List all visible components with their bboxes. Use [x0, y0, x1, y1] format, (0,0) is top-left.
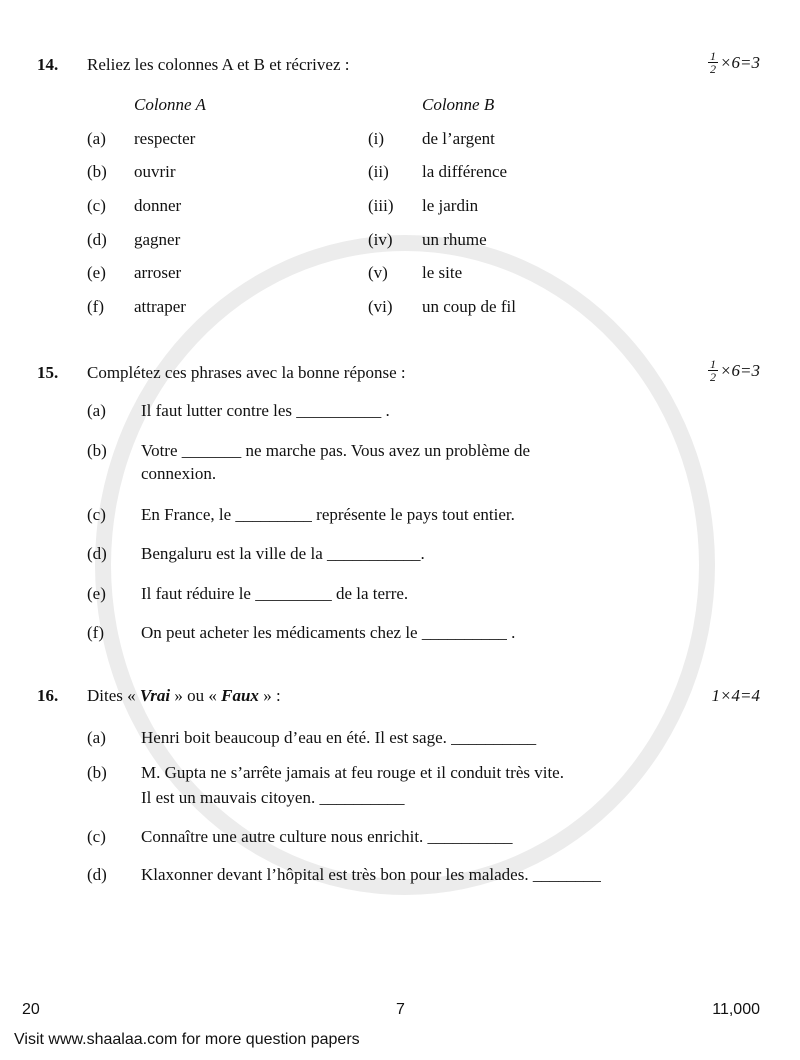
q15-item-text: On peut acheter les médicaments chez le __________ . [141, 623, 516, 642]
q15-item-text: En France, le _________ représente le pays tout entier. [141, 505, 515, 524]
column-b-label: (i) [368, 129, 385, 148]
q16-text: Dites « Vrai » ou « Faux » : [87, 686, 281, 705]
column-b-label: (iii) [368, 196, 394, 215]
column-a-label: (a) [87, 129, 106, 148]
q14-number: 14. [37, 55, 59, 74]
column-b-item: la différence [422, 162, 508, 181]
column-b-label: (vi) [368, 297, 393, 316]
column-b-item: le site [422, 263, 463, 282]
column-a-item: respecter [134, 129, 196, 148]
q16-item-label: (d) [87, 865, 107, 884]
q16-item-label: (c) [87, 827, 106, 846]
q15-item-label: (f) [87, 623, 104, 642]
q15-item-text: Il faut réduire le _________ de la terre. [141, 584, 409, 603]
q15-text: Complétez ces phrases avec la bonne réponse : [87, 363, 406, 382]
column-a-item: attraper [134, 297, 186, 316]
column-b-item: de l’argent [422, 129, 495, 148]
q15-item-text: Il faut lutter contre les __________ . [141, 401, 390, 420]
column-a-label: (f) [87, 297, 104, 316]
q16-item-text-cont: Il est un mauvais citoyen. __________ [141, 788, 405, 807]
q16-item-text: Klaxonner devant l’hôpital est très bon pour les malades. ________ [141, 865, 601, 884]
column-b-item: un coup de fil [422, 297, 516, 316]
q14-marks: $\frac{1}{2}$ ×6=3 [710, 49, 760, 76]
column-a-item: arroser [134, 263, 182, 282]
q16-item-label: (b) [87, 763, 107, 782]
column-a-label: (e) [87, 263, 106, 282]
column-b-title: Colonne B [422, 95, 495, 114]
q16-item-text: Connaître une autre culture nous enrichit. __________ [141, 827, 513, 846]
column-b-label: (ii) [368, 162, 389, 181]
column-b-label: (v) [368, 263, 388, 282]
q15-item-text: Votre _______ ne marche pas. Vous avez un problème de [141, 441, 531, 460]
q15-item-text-cont: connexion. [141, 464, 217, 483]
q16-item-text: Henri boit beaucoup d’eau en été. Il est sage. __________ [141, 728, 537, 747]
column-b-label: (iv) [368, 230, 393, 249]
q16-number: 16. [37, 686, 59, 705]
column-a-item: donner [134, 196, 182, 215]
column-a-item: gagner [134, 230, 181, 249]
column-a-label: (b) [87, 162, 107, 181]
footer-count: 11,000 [712, 1001, 760, 1018]
q15-item-label: (d) [87, 544, 107, 563]
column-a-item: ouvrir [134, 162, 176, 181]
footer-code: 20 [22, 1001, 40, 1018]
footer-page-number: 7 [396, 1001, 405, 1018]
q15-item-label: (a) [87, 401, 106, 420]
q15-item-text: Bengaluru est la ville de la ___________. [141, 544, 425, 563]
column-a-label: (d) [87, 230, 107, 249]
column-a-title: Colonne A [134, 95, 206, 114]
q15-number: 15. [37, 363, 59, 382]
q16-item-label: (a) [87, 728, 106, 747]
column-b-item: le jardin [422, 196, 479, 215]
footer-visit-link[interactable]: Visit www.shaalaa.com for more question papers [14, 1031, 360, 1048]
q16-item-text: M. Gupta ne s’arrête jamais at feu rouge et il conduit très vite. [141, 763, 564, 782]
q16-marks: 1×4=4 [711, 686, 760, 705]
q15-item-label: (b) [87, 441, 107, 460]
column-a-label: (c) [87, 196, 106, 215]
column-b-item: un rhume [422, 230, 487, 249]
q15-item-label: (e) [87, 584, 106, 603]
q15-item-label: (c) [87, 505, 106, 524]
q14-text: Reliez les colonnes A et B et récrivez : [87, 55, 350, 74]
q15-marks: $\frac{1}{2}$ ×6=3 [710, 357, 760, 384]
